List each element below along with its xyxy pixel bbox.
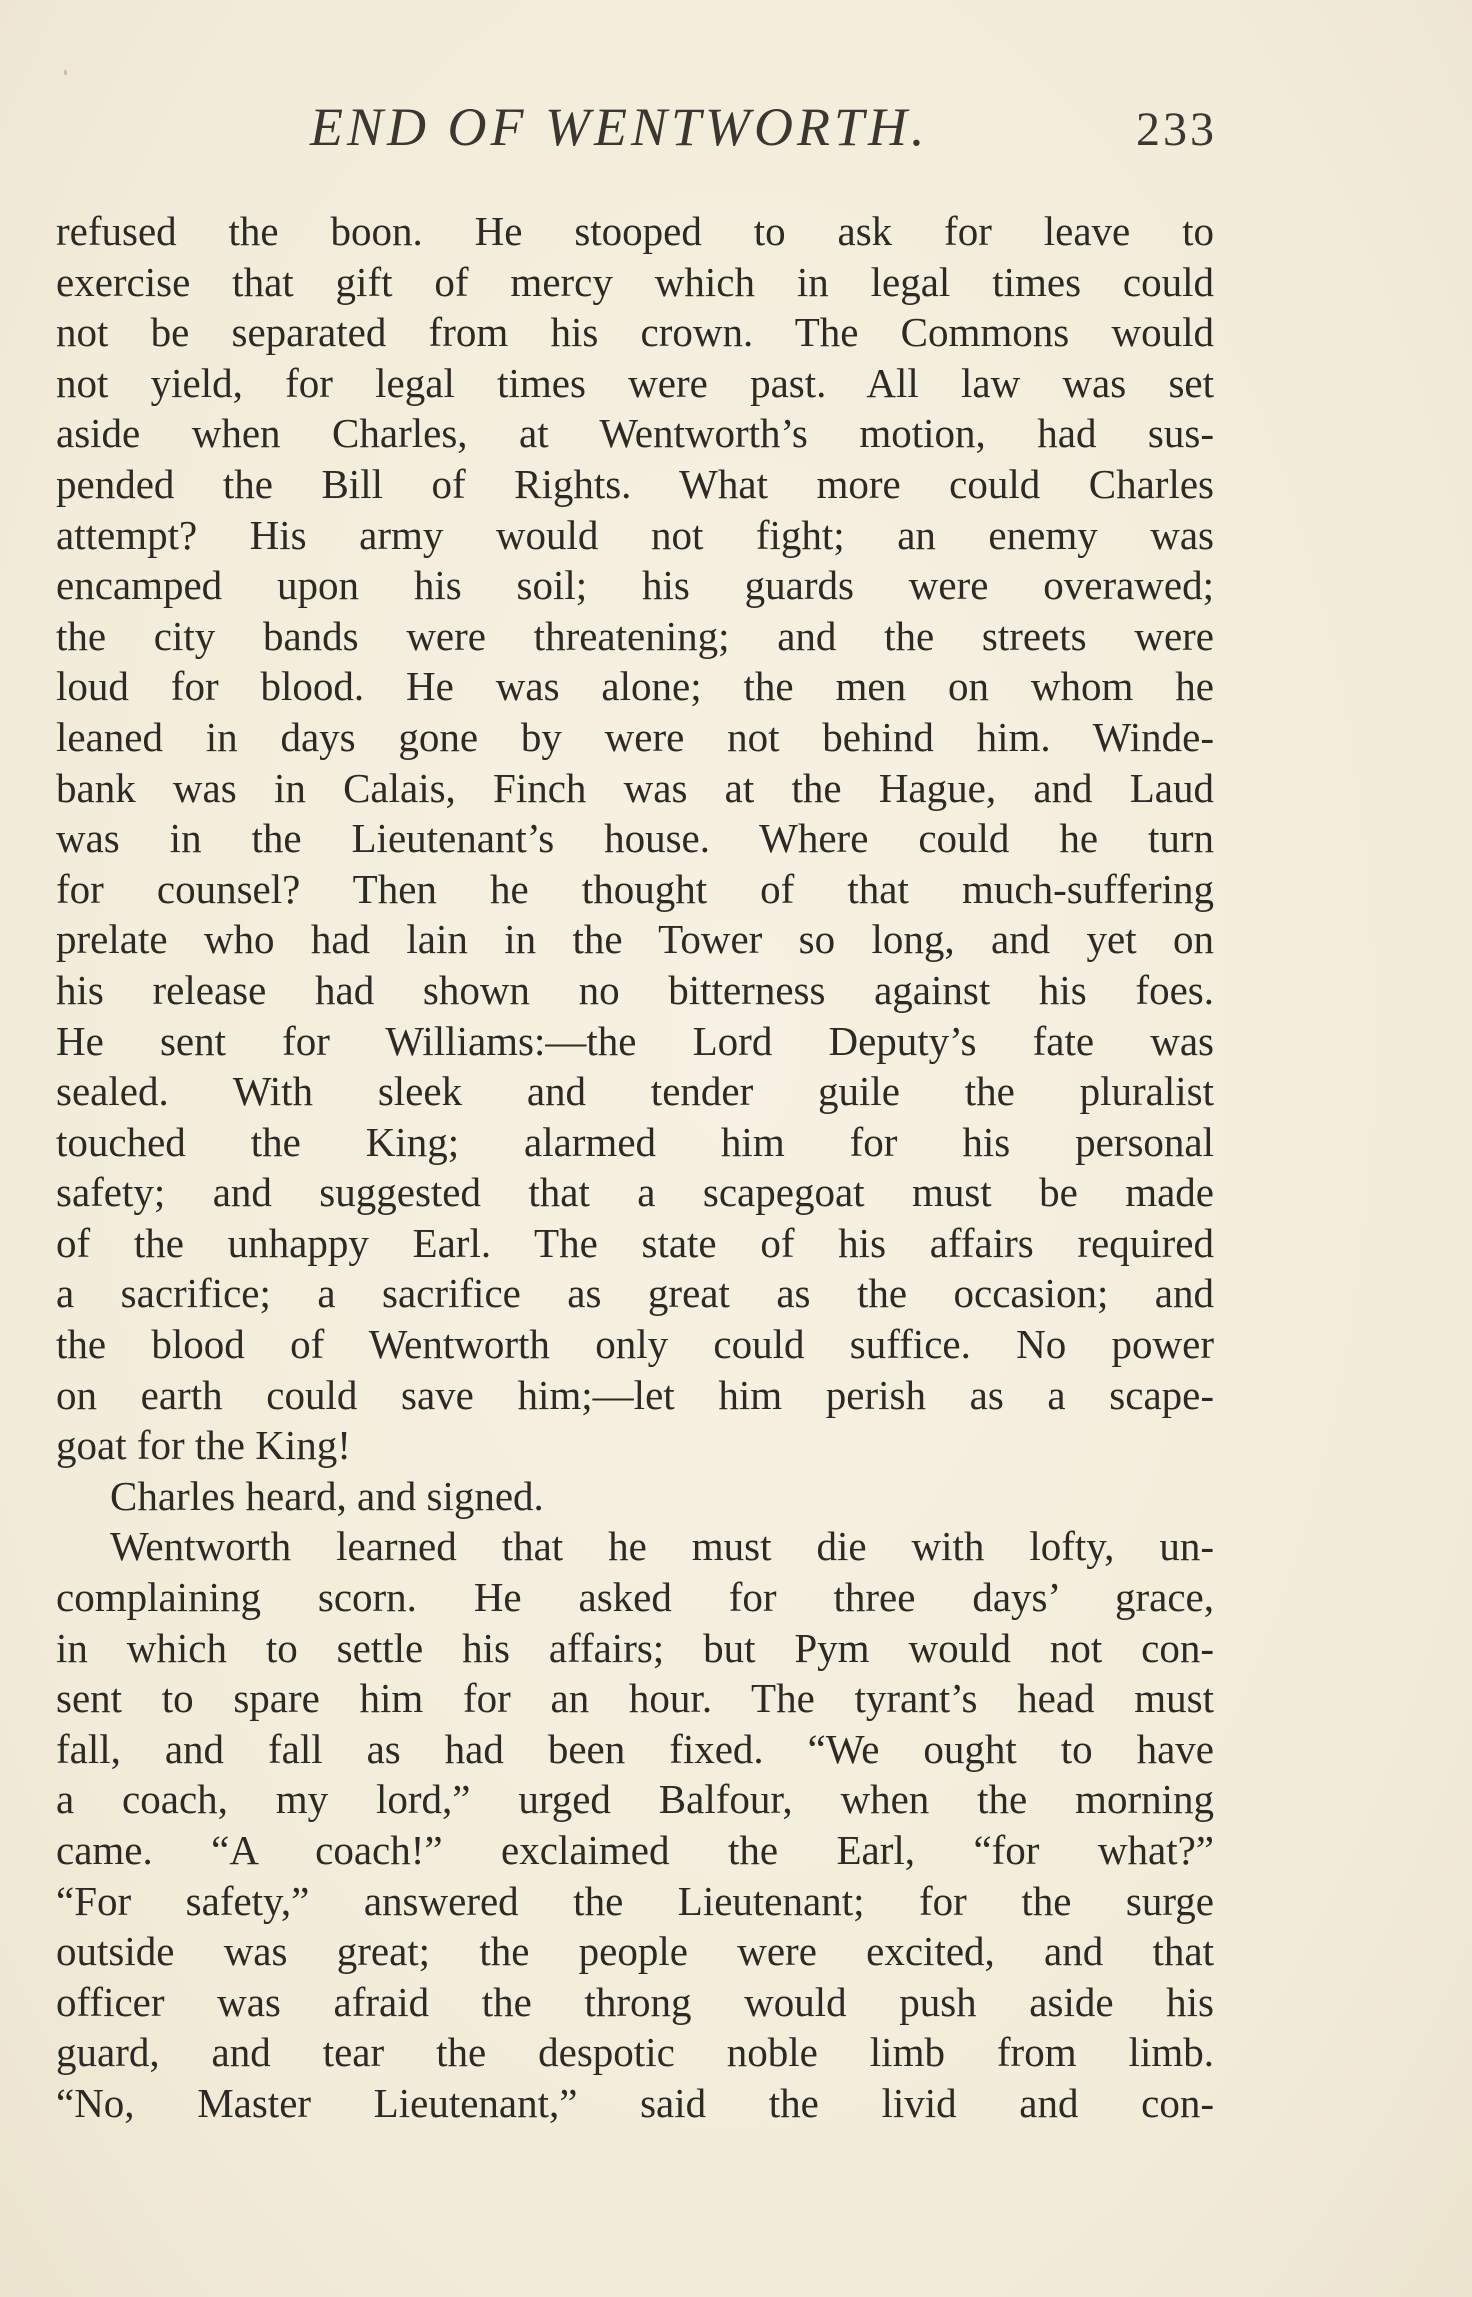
text-line: a coach, my lord,” urged Balfour, when the morning xyxy=(56,1776,1214,1823)
text-line: not be separated from his crown. The Commons would xyxy=(56,309,1214,356)
text-line: in which to settle his affairs; but Pym would not con- xyxy=(56,1624,1214,1671)
text-line: the blood of Wentworth only could suffice. No power xyxy=(56,1321,1214,1368)
text-line: outside was great; the people were excited, and that xyxy=(56,1928,1214,1975)
text-line: loud for blood. He was alone; the men on whom he xyxy=(56,663,1214,710)
paragraph-start-line: Wentworth learned that he must die with lofty, un- xyxy=(110,1523,1214,1570)
text-line: a sacrifice; a sacrifice as great as the occasion; and xyxy=(56,1270,1214,1317)
text-line: sealed. With sleek and tender guile the pluralist xyxy=(56,1068,1214,1115)
text-line: fall, and fall as had been fixed. “We ought to have xyxy=(56,1725,1214,1772)
text-line: officer was afraid the throng would push aside his xyxy=(56,1978,1214,2025)
text-line: refused the boon. He stooped to ask for leave to xyxy=(56,208,1214,254)
text-line: complaining scorn. He asked for three days’ grace, xyxy=(56,1574,1214,1621)
page-number: 233 xyxy=(1136,103,1217,156)
text-line: the city bands were threatening; and the streets were xyxy=(56,612,1214,659)
text-line: He sent for Williams:—the Lord Deputy’s fate was xyxy=(56,1017,1214,1064)
text-line: for counsel? Then he thought of that much-suffering xyxy=(56,865,1214,912)
text-line: “For safety,” answered the Lieutenant; for the surge xyxy=(56,1877,1214,1924)
text-line: bank was in Calais, Finch was at the Hague, and Laud xyxy=(56,764,1214,811)
text-line: sent to spare him for an hour. The tyrant’s head must xyxy=(56,1675,1214,1722)
text-line: was in the Lieutenant’s house. Where could he turn xyxy=(56,815,1214,862)
text-line: his release had shown no bitterness against his foes. xyxy=(56,966,1214,1013)
text-line: leaned in days gone by were not behind him. Winde- xyxy=(56,713,1214,760)
text-line: attempt? His army would not fight; an enemy was xyxy=(56,511,1214,558)
text-line: encamped upon his soil; his guards were overawed; xyxy=(56,562,1214,609)
running-head xyxy=(0,96,1472,166)
paragraph-end-line: goat for the King! xyxy=(56,1422,351,1469)
body-text xyxy=(56,206,1214,2129)
text-line: of the unhappy Earl. The state of his affairs required xyxy=(56,1219,1214,1266)
text-line: aside when Charles, at Wentworth’s motion, had sus- xyxy=(56,410,1214,457)
text-line: guard, and tear the despotic noble limb from limb. xyxy=(56,2029,1214,2076)
text-line: on earth could save him;—let him perish as a scape- xyxy=(56,1371,1214,1418)
text-line: prelate who had lain in the Tower so long, and yet on xyxy=(56,916,1214,963)
running-title: END OF WENTWORTH. xyxy=(310,97,929,157)
paper-speck xyxy=(64,70,67,75)
text-line: “No, Master Lieutenant,” said the livid and con- xyxy=(56,2079,1214,2126)
text-line: safety; and suggested that a scapegoat must be made xyxy=(56,1169,1214,1216)
text-line: touched the King; alarmed him for his personal xyxy=(56,1118,1214,1165)
text-line: came. “A coach!” exclaimed the Earl, “for what?” xyxy=(56,1827,1214,1873)
text-line: not yield, for legal times were past. All law was set xyxy=(56,359,1214,406)
text-line: pended the Bill of Rights. What more could Charles xyxy=(56,460,1214,507)
paragraph-line: Charles heard, and signed. xyxy=(110,1472,544,1519)
text-line: exercise that gift of mercy which in legal times could xyxy=(56,258,1214,305)
